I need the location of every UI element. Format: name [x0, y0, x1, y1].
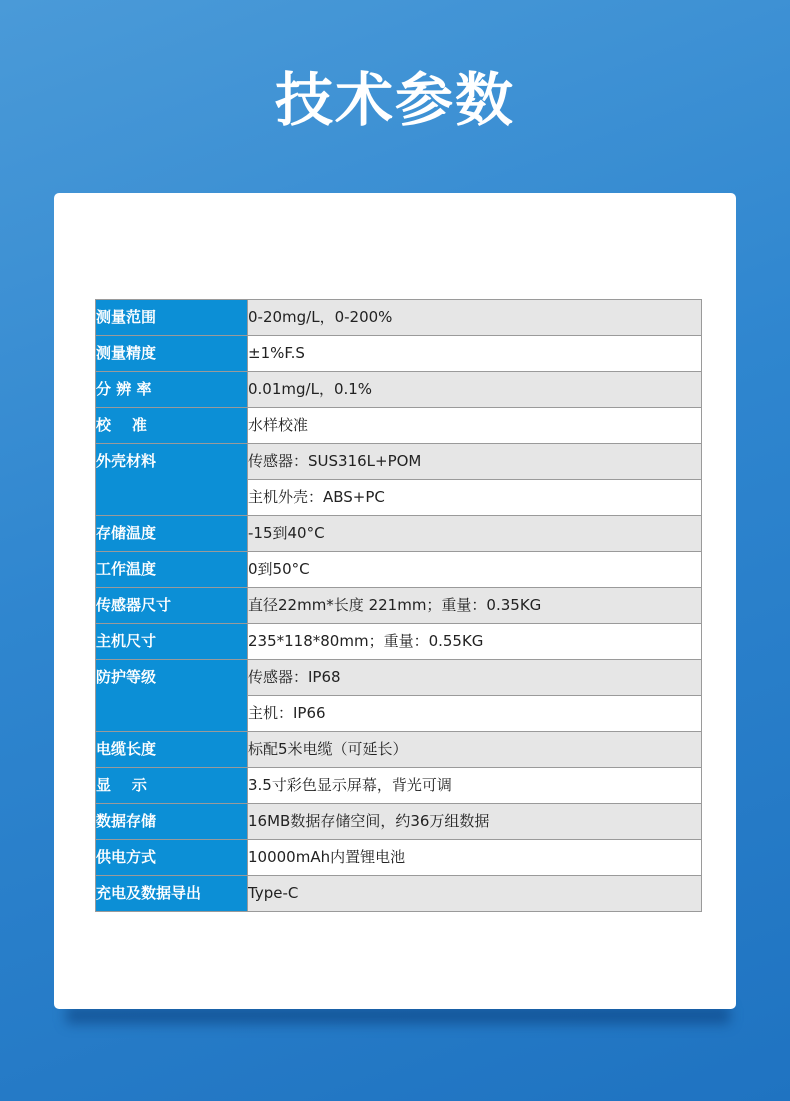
- spec-row: [96, 516, 702, 552]
- spec-value: 标配5米电缆（可延长）: [248, 732, 702, 768]
- spec-value: 传感器：IP68: [248, 660, 702, 696]
- spec-label: 分 辨 率: [96, 372, 248, 408]
- spec-row: [96, 444, 702, 480]
- spec-row: [96, 336, 702, 372]
- spec-row: [96, 768, 702, 804]
- spec-label: 显 示: [96, 768, 248, 804]
- spec-label: 测量精度: [96, 336, 248, 372]
- spec-value: 主机：IP66: [248, 696, 702, 732]
- spec-value: 16MB数据存储空间，约36万组数据: [248, 804, 702, 840]
- spec-row: [96, 408, 702, 444]
- spec-row: [96, 804, 702, 840]
- spec-value: 传感器：SUS316L+POM: [248, 444, 702, 480]
- spec-row: [96, 624, 702, 660]
- spec-value: 0-20mg/L，0-200%: [248, 300, 702, 336]
- spec-value: 0到50°C: [248, 552, 702, 588]
- spec-value: 水样校准: [248, 408, 702, 444]
- spec-row: [96, 300, 702, 336]
- spec-row: [96, 732, 702, 768]
- spec-label: 数据存储: [96, 804, 248, 840]
- page-title: 技术参数: [274, 66, 515, 134]
- spec-value: Type-C: [248, 876, 702, 912]
- spec-label: 传感器尺寸: [96, 588, 248, 624]
- spec-value: 直径22mm*长度 221mm；重量：0.35KG: [248, 588, 702, 624]
- spec-row: [96, 876, 702, 912]
- spec-row: [96, 372, 702, 408]
- spec-table-body: [96, 300, 702, 912]
- spec-label: 供电方式: [96, 840, 248, 876]
- spec-label: 测量范围: [96, 300, 248, 336]
- spec-row: [96, 660, 702, 696]
- spec-table: [95, 299, 702, 912]
- spec-value: 0.01mg/L，0.1%: [248, 372, 702, 408]
- spec-label: 工作温度: [96, 552, 248, 588]
- spec-row: [96, 552, 702, 588]
- spec-value: ±1%F.S: [248, 336, 702, 372]
- spec-label: 电缆长度: [96, 732, 248, 768]
- spec-value: 3.5寸彩色显示屏幕，背光可调: [248, 768, 702, 804]
- spec-label: 存储温度: [96, 516, 248, 552]
- spec-value: -15到40°C: [248, 516, 702, 552]
- spec-label: 外壳材料: [96, 444, 248, 516]
- spec-label: 充电及数据导出: [96, 876, 248, 912]
- spec-row: [96, 588, 702, 624]
- spec-value: 235*118*80mm；重量：0.55KG: [248, 624, 702, 660]
- spec-value: 10000mAh内置锂电池: [248, 840, 702, 876]
- spec-value: 主机外壳：ABS+PC: [248, 480, 702, 516]
- spec-label: 主机尺寸: [96, 624, 248, 660]
- spec-row: [96, 840, 702, 876]
- spec-label: 防护等级: [96, 660, 248, 732]
- spec-label: 校 准: [96, 408, 248, 444]
